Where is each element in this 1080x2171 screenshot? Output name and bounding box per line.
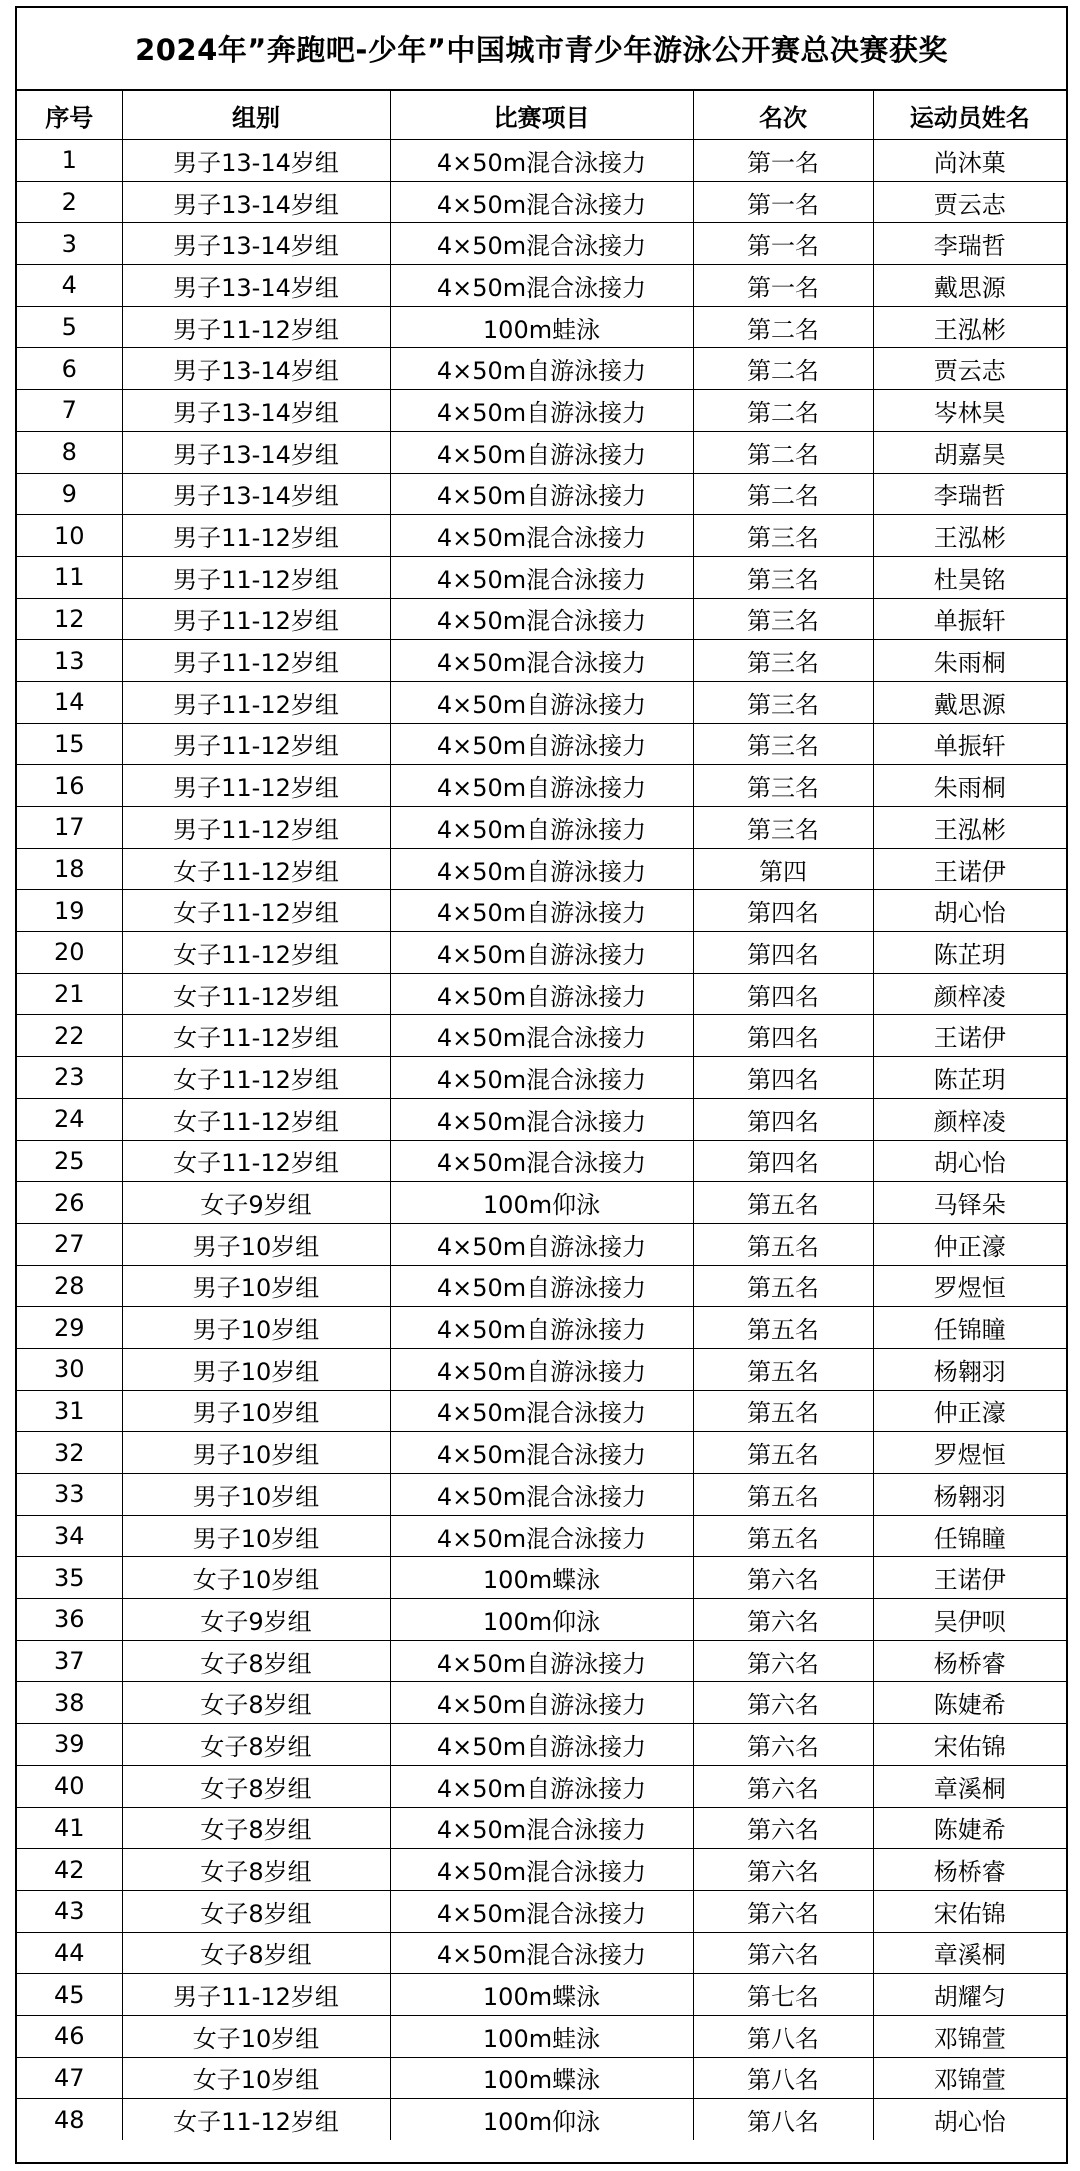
- cell-athlete: 陈芷玥: [873, 1057, 1066, 1099]
- cell-group: 女子8岁组: [122, 1890, 390, 1932]
- cell-index: 42: [17, 1849, 122, 1891]
- cell-event: 100m蝶泳: [390, 2057, 693, 2099]
- table-row: [17, 807, 1066, 849]
- header-event: 比赛项目: [390, 91, 693, 140]
- cell-event: 4×50m混合泳接力: [390, 1015, 693, 1057]
- cell-rank: 第一名: [693, 181, 873, 223]
- cell-event: 4×50m混合泳接力: [390, 515, 693, 557]
- cell-index: 36: [17, 1599, 122, 1641]
- cell-event: 100m蝶泳: [390, 1557, 693, 1599]
- cell-event: 4×50m混合泳接力: [390, 1807, 693, 1849]
- table-row: [17, 1557, 1066, 1599]
- cell-rank: 第一名: [693, 140, 873, 182]
- cell-event: 100m蛙泳: [390, 2015, 693, 2057]
- cell-event: 4×50m自游泳接力: [390, 390, 693, 432]
- cell-index: 32: [17, 1432, 122, 1474]
- cell-athlete: 杨桥睿: [873, 1640, 1066, 1682]
- table-row: [17, 1348, 1066, 1390]
- cell-athlete: 马铎朵: [873, 1182, 1066, 1224]
- cell-group: 女子11-12岁组: [122, 1140, 390, 1182]
- cell-event: 4×50m自游泳接力: [390, 807, 693, 849]
- cell-athlete: 胡心怡: [873, 890, 1066, 932]
- cell-index: 13: [17, 640, 122, 682]
- cell-event: 4×50m混合泳接力: [390, 598, 693, 640]
- cell-athlete: 仲正濠: [873, 1390, 1066, 1432]
- table-row: [17, 1057, 1066, 1099]
- cell-athlete: 杨翱羽: [873, 1474, 1066, 1516]
- table-body: [17, 140, 1066, 2141]
- cell-athlete: 单振轩: [873, 598, 1066, 640]
- table-row: [17, 1724, 1066, 1766]
- table-row: [17, 973, 1066, 1015]
- cell-athlete: 贾云志: [873, 348, 1066, 390]
- cell-rank: 第三名: [693, 640, 873, 682]
- cell-index: 31: [17, 1390, 122, 1432]
- cell-group: 女子11-12岁组: [122, 1098, 390, 1140]
- cell-index: 47: [17, 2057, 122, 2099]
- cell-event: 4×50m自游泳接力: [390, 1724, 693, 1766]
- table-row: [17, 348, 1066, 390]
- cell-index: 8: [17, 431, 122, 473]
- cell-athlete: 王泓彬: [873, 515, 1066, 557]
- table-row: [17, 1765, 1066, 1807]
- cell-group: 男子10岁组: [122, 1307, 390, 1349]
- cell-index: 10: [17, 515, 122, 557]
- cell-athlete: 李瑞哲: [873, 473, 1066, 515]
- cell-rank: 第三名: [693, 515, 873, 557]
- table-row: [17, 306, 1066, 348]
- header-rank: 名次: [693, 91, 873, 140]
- cell-event: 4×50m混合泳接力: [390, 556, 693, 598]
- cell-rank: 第六名: [693, 1890, 873, 1932]
- cell-index: 45: [17, 1974, 122, 2016]
- table-row: [17, 431, 1066, 473]
- cell-rank: 第三名: [693, 598, 873, 640]
- cell-group: 男子11-12岁组: [122, 640, 390, 682]
- cell-rank: 第六名: [693, 1557, 873, 1599]
- cell-group: 女子10岁组: [122, 1557, 390, 1599]
- cell-athlete: 单振轩: [873, 723, 1066, 765]
- table-row: [17, 140, 1066, 182]
- cell-rank: 第五名: [693, 1307, 873, 1349]
- cell-index: 5: [17, 306, 122, 348]
- table-row: [17, 556, 1066, 598]
- cell-group: 男子11-12岁组: [122, 598, 390, 640]
- cell-rank: 第六名: [693, 1932, 873, 1974]
- cell-event: 4×50m自游泳接力: [390, 848, 693, 890]
- cell-event: 4×50m自游泳接力: [390, 765, 693, 807]
- table-row: [17, 681, 1066, 723]
- table-row: [17, 2099, 1066, 2140]
- cell-index: 46: [17, 2015, 122, 2057]
- cell-group: 女子8岁组: [122, 1807, 390, 1849]
- table-row: [17, 1307, 1066, 1349]
- table-row: [17, 932, 1066, 974]
- table-row: [17, 1474, 1066, 1516]
- cell-athlete: 任锦瞳: [873, 1515, 1066, 1557]
- table-row: [17, 515, 1066, 557]
- cell-index: 27: [17, 1223, 122, 1265]
- cell-athlete: 杨桥睿: [873, 1849, 1066, 1891]
- cell-group: 女子8岁组: [122, 1640, 390, 1682]
- table-row: [17, 2015, 1066, 2057]
- results-table: [17, 91, 1066, 2140]
- cell-event: 4×50m混合泳接力: [390, 140, 693, 182]
- cell-index: 22: [17, 1015, 122, 1057]
- table-row: [17, 1599, 1066, 1641]
- cell-group: 男子10岁组: [122, 1390, 390, 1432]
- cell-rank: 第三名: [693, 723, 873, 765]
- cell-event: 4×50m混合泳接力: [390, 1390, 693, 1432]
- cell-event: 4×50m自游泳接力: [390, 1265, 693, 1307]
- cell-event: 4×50m自游泳接力: [390, 1223, 693, 1265]
- cell-athlete: 颜梓凌: [873, 973, 1066, 1015]
- cell-group: 男子11-12岁组: [122, 765, 390, 807]
- cell-group: 男子13-14岁组: [122, 348, 390, 390]
- cell-event: 4×50m自游泳接力: [390, 1307, 693, 1349]
- cell-index: 41: [17, 1807, 122, 1849]
- cell-event: 4×50m自游泳接力: [390, 890, 693, 932]
- cell-group: 女子8岁组: [122, 1765, 390, 1807]
- cell-athlete: 杨翱羽: [873, 1348, 1066, 1390]
- cell-group: 男子11-12岁组: [122, 306, 390, 348]
- cell-group: 女子8岁组: [122, 1724, 390, 1766]
- cell-index: 24: [17, 1098, 122, 1140]
- cell-event: 4×50m混合泳接力: [390, 1432, 693, 1474]
- cell-index: 19: [17, 890, 122, 932]
- cell-group: 女子9岁组: [122, 1182, 390, 1224]
- cell-group: 男子11-12岁组: [122, 807, 390, 849]
- cell-rank: 第六名: [693, 1599, 873, 1641]
- cell-rank: 第四名: [693, 1015, 873, 1057]
- cell-rank: 第五名: [693, 1265, 873, 1307]
- cell-rank: 第三名: [693, 681, 873, 723]
- cell-athlete: 胡耀匀: [873, 1974, 1066, 2016]
- cell-index: 20: [17, 932, 122, 974]
- cell-athlete: 王诺伊: [873, 1557, 1066, 1599]
- cell-athlete: 岑林昊: [873, 390, 1066, 432]
- cell-athlete: 贾云志: [873, 181, 1066, 223]
- cell-group: 男子11-12岁组: [122, 1974, 390, 2016]
- cell-rank: 第八名: [693, 2099, 873, 2140]
- cell-event: 4×50m自游泳接力: [390, 431, 693, 473]
- cell-group: 女子8岁组: [122, 1849, 390, 1891]
- table-row: [17, 1974, 1066, 2016]
- cell-athlete: 尚沐菓: [873, 140, 1066, 182]
- cell-event: 4×50m混合泳接力: [390, 223, 693, 265]
- cell-index: 26: [17, 1182, 122, 1224]
- cell-index: 37: [17, 1640, 122, 1682]
- cell-athlete: 杜昊铭: [873, 556, 1066, 598]
- table-row: [17, 2057, 1066, 2099]
- table-row: [17, 1182, 1066, 1224]
- cell-index: 11: [17, 556, 122, 598]
- cell-event: 4×50m混合泳接力: [390, 1098, 693, 1140]
- cell-athlete: 颜梓凌: [873, 1098, 1066, 1140]
- table-row: [17, 1390, 1066, 1432]
- cell-index: 28: [17, 1265, 122, 1307]
- results-document: [15, 6, 1068, 2164]
- cell-group: 女子11-12岁组: [122, 2099, 390, 2140]
- cell-rank: 第六名: [693, 1724, 873, 1766]
- cell-event: 4×50m混合泳接力: [390, 1140, 693, 1182]
- cell-athlete: 罗煜恒: [873, 1432, 1066, 1474]
- cell-event: 4×50m混合泳接力: [390, 1515, 693, 1557]
- table-row: [17, 1432, 1066, 1474]
- cell-index: 14: [17, 681, 122, 723]
- cell-rank: 第四名: [693, 890, 873, 932]
- cell-rank: 第五名: [693, 1348, 873, 1390]
- cell-index: 9: [17, 473, 122, 515]
- cell-event: 4×50m混合泳接力: [390, 1890, 693, 1932]
- cell-index: 25: [17, 1140, 122, 1182]
- cell-index: 3: [17, 223, 122, 265]
- cell-index: 29: [17, 1307, 122, 1349]
- cell-index: 23: [17, 1057, 122, 1099]
- cell-group: 男子10岁组: [122, 1474, 390, 1516]
- cell-athlete: 任锦瞳: [873, 1307, 1066, 1349]
- cell-event: 4×50m自游泳接力: [390, 473, 693, 515]
- cell-rank: 第四名: [693, 1057, 873, 1099]
- table-row: [17, 1807, 1066, 1849]
- cell-athlete: 吴伊呗: [873, 1599, 1066, 1641]
- cell-rank: 第四名: [693, 973, 873, 1015]
- cell-athlete: 邓锦萱: [873, 2015, 1066, 2057]
- cell-event: 4×50m混合泳接力: [390, 1057, 693, 1099]
- cell-athlete: 仲正濠: [873, 1223, 1066, 1265]
- cell-athlete: 王泓彬: [873, 807, 1066, 849]
- cell-rank: 第一名: [693, 223, 873, 265]
- cell-group: 男子10岁组: [122, 1265, 390, 1307]
- cell-index: 16: [17, 765, 122, 807]
- cell-index: 34: [17, 1515, 122, 1557]
- cell-athlete: 王诺伊: [873, 848, 1066, 890]
- cell-rank: 第五名: [693, 1474, 873, 1516]
- cell-rank: 第五名: [693, 1515, 873, 1557]
- cell-rank: 第四名: [693, 1098, 873, 1140]
- cell-event: 4×50m自游泳接力: [390, 1765, 693, 1807]
- cell-rank: 第六名: [693, 1765, 873, 1807]
- cell-event: 4×50m自游泳接力: [390, 1682, 693, 1724]
- cell-group: 男子13-14岁组: [122, 265, 390, 307]
- cell-athlete: 朱雨桐: [873, 640, 1066, 682]
- table-row: [17, 598, 1066, 640]
- table-row: [17, 223, 1066, 265]
- cell-group: 女子11-12岁组: [122, 890, 390, 932]
- cell-athlete: 宋佑锦: [873, 1724, 1066, 1766]
- cell-rank: 第二名: [693, 306, 873, 348]
- table-row: [17, 473, 1066, 515]
- cell-athlete: 王诺伊: [873, 1015, 1066, 1057]
- table-row: [17, 265, 1066, 307]
- cell-event: 4×50m混合泳接力: [390, 1849, 693, 1891]
- cell-group: 男子11-12岁组: [122, 556, 390, 598]
- cell-rank: 第六名: [693, 1682, 873, 1724]
- cell-group: 男子10岁组: [122, 1223, 390, 1265]
- table-row: [17, 1140, 1066, 1182]
- cell-rank: 第三名: [693, 807, 873, 849]
- cell-group: 女子11-12岁组: [122, 1057, 390, 1099]
- table-row: [17, 1223, 1066, 1265]
- cell-rank: 第二名: [693, 348, 873, 390]
- cell-rank: 第五名: [693, 1182, 873, 1224]
- cell-group: 男子13-14岁组: [122, 181, 390, 223]
- cell-athlete: 陈婕希: [873, 1807, 1066, 1849]
- cell-athlete: 胡心怡: [873, 1140, 1066, 1182]
- cell-index: 2: [17, 181, 122, 223]
- cell-rank: 第二名: [693, 431, 873, 473]
- cell-event: 4×50m自游泳接力: [390, 723, 693, 765]
- cell-group: 男子10岁组: [122, 1348, 390, 1390]
- cell-rank: 第五名: [693, 1223, 873, 1265]
- cell-rank: 第三名: [693, 765, 873, 807]
- cell-event: 100m仰泳: [390, 1182, 693, 1224]
- cell-athlete: 胡嘉昊: [873, 431, 1066, 473]
- cell-athlete: 罗煜恒: [873, 1265, 1066, 1307]
- cell-index: 30: [17, 1348, 122, 1390]
- table-row: [17, 848, 1066, 890]
- cell-index: 48: [17, 2099, 122, 2140]
- cell-group: 男子13-14岁组: [122, 473, 390, 515]
- table-row: [17, 1890, 1066, 1932]
- cell-rank: 第二名: [693, 473, 873, 515]
- cell-event: 100m蝶泳: [390, 1974, 693, 2016]
- cell-event: 4×50m自游泳接力: [390, 681, 693, 723]
- cell-athlete: 陈芷玥: [873, 932, 1066, 974]
- cell-athlete: 章溪桐: [873, 1932, 1066, 1974]
- header-row: [17, 91, 1066, 140]
- cell-athlete: 王泓彬: [873, 306, 1066, 348]
- cell-rank: 第一名: [693, 265, 873, 307]
- cell-rank: 第四: [693, 848, 873, 890]
- cell-group: 女子11-12岁组: [122, 1015, 390, 1057]
- table-row: [17, 1515, 1066, 1557]
- cell-athlete: 戴思源: [873, 681, 1066, 723]
- cell-rank: 第五名: [693, 1390, 873, 1432]
- header-athlete: 运动员姓名: [873, 91, 1066, 140]
- cell-group: 男子11-12岁组: [122, 681, 390, 723]
- cell-event: 4×50m混合泳接力: [390, 181, 693, 223]
- cell-rank: 第八名: [693, 2015, 873, 2057]
- cell-rank: 第八名: [693, 2057, 873, 2099]
- cell-rank: 第三名: [693, 556, 873, 598]
- cell-rank: 第七名: [693, 1974, 873, 2016]
- table-row: [17, 390, 1066, 432]
- cell-group: 男子10岁组: [122, 1432, 390, 1474]
- cell-event: 4×50m自游泳接力: [390, 348, 693, 390]
- cell-event: 4×50m自游泳接力: [390, 1348, 693, 1390]
- cell-group: 男子13-14岁组: [122, 223, 390, 265]
- cell-index: 15: [17, 723, 122, 765]
- cell-athlete: 戴思源: [873, 265, 1066, 307]
- cell-group: 女子11-12岁组: [122, 973, 390, 1015]
- table-row: [17, 765, 1066, 807]
- table-row: [17, 640, 1066, 682]
- cell-event: 4×50m自游泳接力: [390, 932, 693, 974]
- cell-index: 12: [17, 598, 122, 640]
- cell-athlete: 宋佑锦: [873, 1890, 1066, 1932]
- cell-event: 4×50m混合泳接力: [390, 1474, 693, 1516]
- cell-event: 4×50m混合泳接力: [390, 265, 693, 307]
- header-index: 序号: [17, 91, 122, 140]
- cell-group: 女子11-12岁组: [122, 932, 390, 974]
- cell-athlete: 胡心怡: [873, 2099, 1066, 2140]
- cell-event: 4×50m自游泳接力: [390, 973, 693, 1015]
- cell-event: 4×50m自游泳接力: [390, 1640, 693, 1682]
- cell-index: 39: [17, 1724, 122, 1766]
- table-row: [17, 890, 1066, 932]
- cell-rank: 第四名: [693, 932, 873, 974]
- cell-rank: 第六名: [693, 1640, 873, 1682]
- table-row: [17, 1932, 1066, 1974]
- cell-athlete: 陈婕希: [873, 1682, 1066, 1724]
- cell-index: 40: [17, 1765, 122, 1807]
- cell-group: 男子10岁组: [122, 1515, 390, 1557]
- cell-index: 38: [17, 1682, 122, 1724]
- cell-event: 4×50m混合泳接力: [390, 1932, 693, 1974]
- document-title: 2024年”奔跑吧-少年”中国城市青少年游泳公开赛总决赛获奖: [17, 8, 1066, 91]
- cell-group: 男子11-12岁组: [122, 723, 390, 765]
- cell-group: 女子11-12岁组: [122, 848, 390, 890]
- cell-rank: 第六名: [693, 1807, 873, 1849]
- cell-rank: 第四名: [693, 1140, 873, 1182]
- cell-rank: 第五名: [693, 1432, 873, 1474]
- cell-index: 17: [17, 807, 122, 849]
- table-row: [17, 181, 1066, 223]
- cell-group: 男子13-14岁组: [122, 431, 390, 473]
- cell-event: 100m仰泳: [390, 1599, 693, 1641]
- cell-group: 女子10岁组: [122, 2015, 390, 2057]
- cell-index: 35: [17, 1557, 122, 1599]
- cell-athlete: 邓锦萱: [873, 2057, 1066, 2099]
- cell-index: 7: [17, 390, 122, 432]
- cell-rank: 第二名: [693, 390, 873, 432]
- cell-event: 4×50m混合泳接力: [390, 640, 693, 682]
- table-row: [17, 1015, 1066, 1057]
- cell-index: 44: [17, 1932, 122, 1974]
- cell-group: 男子11-12岁组: [122, 515, 390, 557]
- cell-index: 1: [17, 140, 122, 182]
- cell-group: 女子10岁组: [122, 2057, 390, 2099]
- table-row: [17, 1265, 1066, 1307]
- cell-index: 21: [17, 973, 122, 1015]
- cell-group: 男子13-14岁组: [122, 140, 390, 182]
- table-row: [17, 1682, 1066, 1724]
- cell-rank: 第六名: [693, 1849, 873, 1891]
- table-row: [17, 1849, 1066, 1891]
- cell-index: 6: [17, 348, 122, 390]
- table-row: [17, 723, 1066, 765]
- header-group: 组别: [122, 91, 390, 140]
- cell-group: 男子13-14岁组: [122, 390, 390, 432]
- cell-athlete: 朱雨桐: [873, 765, 1066, 807]
- cell-event: 100m仰泳: [390, 2099, 693, 2140]
- cell-athlete: 李瑞哲: [873, 223, 1066, 265]
- cell-group: 女子8岁组: [122, 1932, 390, 1974]
- cell-index: 33: [17, 1474, 122, 1516]
- cell-index: 4: [17, 265, 122, 307]
- cell-event: 100m蛙泳: [390, 306, 693, 348]
- table-row: [17, 1098, 1066, 1140]
- cell-group: 女子8岁组: [122, 1682, 390, 1724]
- cell-athlete: 章溪桐: [873, 1765, 1066, 1807]
- cell-group: 女子9岁组: [122, 1599, 390, 1641]
- cell-index: 18: [17, 848, 122, 890]
- cell-index: 43: [17, 1890, 122, 1932]
- table-row: [17, 1640, 1066, 1682]
